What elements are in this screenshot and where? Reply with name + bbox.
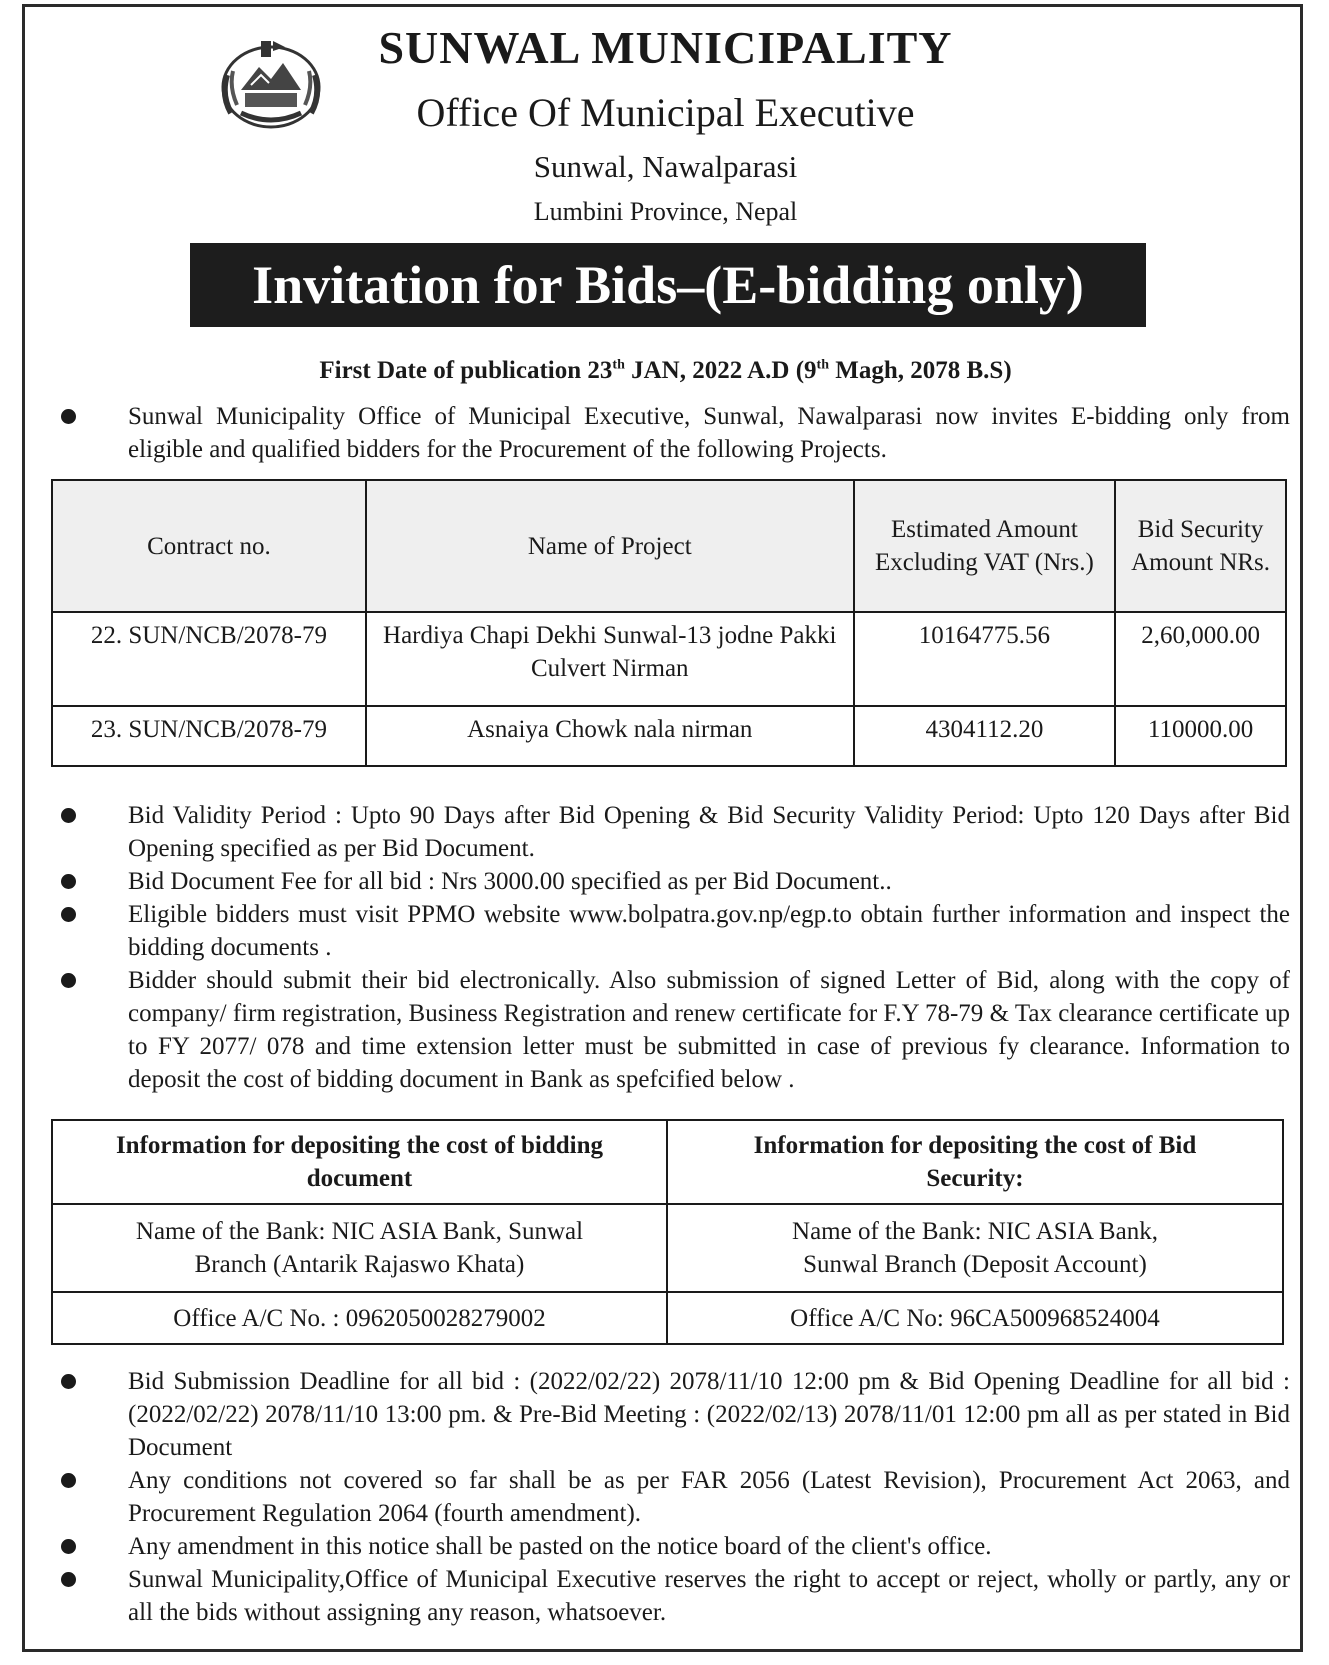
bullet-icon	[61, 1572, 76, 1587]
bank-name-cell: Name of the Bank: NIC ASIA Bank, Sunwal Branch (Antarik Rajaswo Khata)	[52, 1204, 667, 1292]
bullet-icon	[61, 409, 76, 424]
list-item: Sunwal Municipality,Office of Municipal Executive reserves the right to accept or reject, wholly or partly, any or all the bids without assigning any reason, whatsoever.	[55, 1563, 1290, 1629]
city-line: Sunwal, Nawalparasi	[533, 149, 798, 184]
table-cell: 23. SUN/NCB/2078-79	[52, 706, 366, 766]
list-item: Sunwal Municipality Office of Municipal Executive, Sunwal, Nawalparasi now invites E-bidding only from eligible and qualified bidders for the Procurement of the following Projects.	[55, 400, 1290, 466]
list-item: Bid Document Fee for all bid : Nrs 3000.00 specified as per Bid Document..	[55, 865, 1290, 898]
list-item: Bid Submission Deadline for all bid : (2022/02/22) 2078/11/10 12:00 pm & Bid Opening Deadline for all bid : (2022/02/22) 2078/11/10 13:00 pm. & Pre-Bid Meeting : (2022/02/13) 2078/11/01 12:00 pm all as per stated in Bid Document	[55, 1365, 1290, 1464]
bullet-icon	[61, 808, 76, 823]
bullet-icon	[61, 1473, 76, 1488]
column-header: Information for depositing the cost of Bid Security:	[667, 1120, 1283, 1204]
table-cell: 110000.00	[1115, 706, 1286, 766]
column-header: Name of Project	[366, 480, 854, 612]
column-header: Estimated Amount Excluding VAT (Nrs.)	[854, 480, 1116, 612]
office-subtitle: Office Of Municipal Executive	[416, 90, 915, 135]
bullet-icon	[61, 973, 76, 988]
table-header-row	[52, 1120, 1283, 1204]
table-row	[52, 706, 1286, 766]
municipality-title: SUNWAL MUNICIPALITY	[378, 22, 953, 73]
list-item: Any amendment in this notice shall be pasted on the notice board of the client's office.	[55, 1530, 1290, 1563]
column-header: Information for depositing the cost of bidding document	[52, 1120, 667, 1204]
bullet-icon	[61, 1539, 76, 1554]
bullet-icon	[61, 874, 76, 889]
list-item: Bidder should submit their bid electronically. Also submission of signed Letter of Bid, along with the copy of company/ firm registration, Business Registration and renew certificate for F.Y 78-79 & Tax clearance certificate up to FY 2077/ 078 and time extension letter must be submitted in case of previous fy clearance. Information to deposit the cost of bidding document in Bank as spefcified below .	[55, 964, 1290, 1096]
province-line: Lumbini Province, Nepal	[533, 197, 798, 226]
table-cell: 10164775.56	[854, 612, 1116, 706]
conditions-list	[55, 799, 1290, 1096]
table-cell: 22. SUN/NCB/2078-79	[52, 612, 366, 706]
table-cell: 4304112.20	[854, 706, 1116, 766]
column-header: Contract no.	[52, 480, 366, 612]
projects-table	[51, 479, 1287, 767]
publication-date: First Date of publication 23th JAN, 2022 A.D (9th Magh, 2078 B.S)	[319, 357, 1012, 384]
table-cell: 2,60,000.00	[1115, 612, 1286, 706]
list-item: Any conditions not covered so far shall be as per FAR 2056 (Latest Revision), Procurement Act 2063, and Procurement Regulation 2064 (fourth amendment).	[55, 1464, 1290, 1530]
table-row	[52, 1292, 1283, 1344]
final-notes-list	[55, 1365, 1290, 1629]
column-header: Bid Security Amount NRs.	[1115, 480, 1286, 612]
bank-name-cell: Name of the Bank: NIC ASIA Bank, Sunwal Branch (Deposit Account)	[667, 1204, 1283, 1292]
list-item: Eligible bidders must visit PPMO website www.bolpatra.gov.np/egp.to obtain further information and inspect the bidding documents .	[55, 898, 1290, 964]
table-row	[52, 1204, 1283, 1292]
invitation-banner: Invitation for Bids–(E-bidding only)	[190, 243, 1146, 327]
list-item: Bid Validity Period : Upto 90 Days after Bid Opening & Bid Security Validity Period: Upto 120 Days after Bid Opening specified as per Bid Document.	[55, 799, 1290, 865]
bullet-icon	[61, 907, 76, 922]
account-number-cell: Office A/C No: 96CA500968524004	[667, 1292, 1283, 1344]
bank-info-table	[51, 1119, 1284, 1345]
account-number-cell: Office A/C No. : 0962050028279002	[52, 1292, 667, 1344]
bullet-icon	[61, 1374, 76, 1389]
table-cell: Asnaiya Chowk nala nirman	[366, 706, 854, 766]
table-row	[52, 612, 1286, 706]
notice-page	[22, 4, 1303, 1652]
table-header-row	[52, 480, 1286, 612]
table-cell: Hardiya Chapi Dekhi Sunwal-13 jodne Pakki Culvert Nirman	[366, 612, 854, 706]
intro-list	[55, 400, 1290, 466]
